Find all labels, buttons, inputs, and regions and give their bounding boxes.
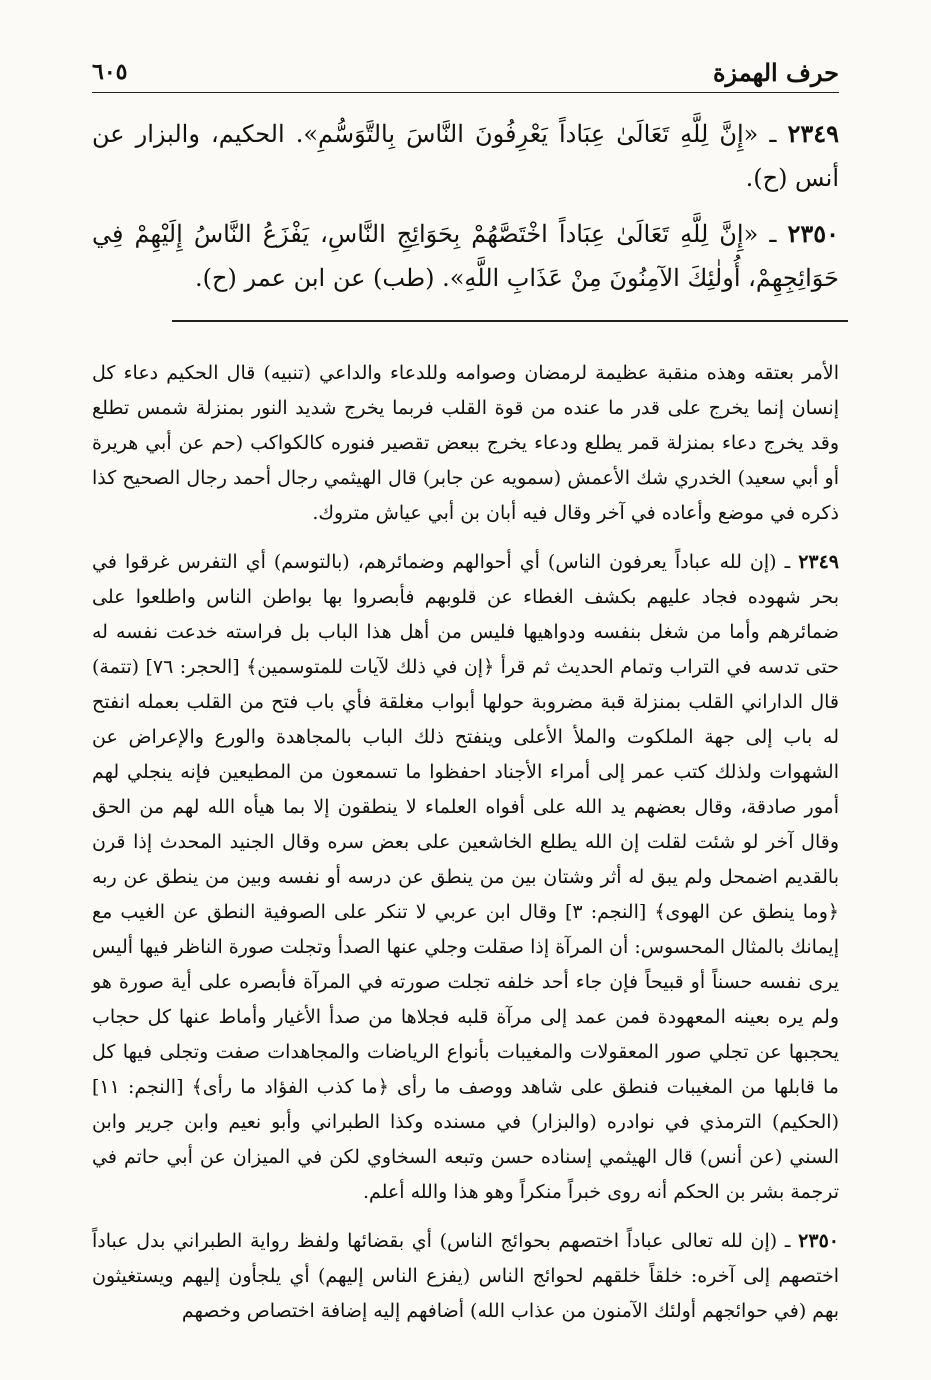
commentary-continuation: الأمر بعتقه وهذه منقبة عظيمة لرمضان وصوامه وللدعاء والداعي (تنبيه) قال الحكيم دعاء كل إنسان إنما يخرج على قدر ما عنده من قوة القلب فربما يخرج شديد النور بمنزلة شمس تطلع وقد يخرج دعاء بمنزلة قمر يطلع ودعاء يخرج ببعض تقصير فنوره كالكواكب (حم عن أبي هريرة أو أبي سعيد) الخدري شك الأعمش (سمويه عن جابر) قال الهيثمي رجال أحمد رجال الصحيح كذا ذكره في موضع وأعاده في آخر وقال فيه أبان بن أبي عياش متروك.: [92, 362, 839, 524]
commentary-body: (إن لله تعالى عباداً اختصهم بحوائج الناس) أي بقضائها ولفظ رواية الطبراني بدل عباداً اختصهم إلى آخره: خلقاً خلقهم لحوائج الناس (يفزع الناس إليهم) أي يلجأون إليهم ويستغيثون بهم (في حوائجهم أولئك الآمنون من عذاب الله) أضافهم إليه إضافة اختصاص وخصهم: [92, 1230, 839, 1322]
page-number: ٦٠٥: [92, 59, 128, 85]
hadith-entry: ٢٣٥٠ ـ «إِنَّ لِلَّهِ تَعَالَىٰ عِبَاداً اخْتَصَّهُمْ بِحَوَائِجِ النَّاسِ، يَفْزَعُ النَّاسُ إِلَيْهِمْ فِي حَوَائِجِهِمْ، أُولٰئِكَ الآمِنُونَ مِنْ عَذَابِ اللَّهِ». (طب) عن ابن عمر (ح).: [92, 219, 839, 292]
section-divider: [172, 320, 848, 322]
commentary-entry: ٢٣٤٩ ـ (إن لله عباداً يعرفون الناس) أي أحوالهم وضمائرهم، (بالتوسم) أي التفرس غرقوا في بحر شهوده فجاد عليهم بكشف الغطاء عن قلوبهم فأبصروا بها بواطن الناس واطلعوا على ضمائرهم وأما من شغل بنفسه ودواهيها فليس من أهل هذا الباب بل فراسته خدعت نفسه له حتى تدسه في التراب وتمام الحديث ثم قرأ ﴿إن في ذلك لآيات للمتوسمين﴾ [الحجر: ٧٦] (تتمة) قال الداراني القلب بمنزلة قبة مضروبة حولها أبواب مغلقة فأي باب فتح من القلب بعمله انفتح له باب إلى جهة الملكوت والملأ الأعلى وينفتح ذلك الباب بالمجاهدة والورع والإعراض عن الشهوات ولذلك كتب عمر إلى أمراء الأجناد احفظوا ما تسمعون من المطيعين فإنه ينجلي لهم أمور صادقة، وقال بعضهم يد الله على أفواه العلماء لا ينطقون إلا بما هيأه الله لهم من الحق وقال آخر لو شئت لقلت إن الله يطلع الخاشعين على بعض سره وقال الجنيد المحدث إذا قرن بالقديم اضمحل ولم يبق له أثر وشتان بين من ينطق عن درسه أو نفسه وبين من ينطق عن ربه ﴿وما ينطق عن الهوى﴾ [النجم: ٣] وقال ابن عربي لا تنكر على الصوفية النطق عن الغيب مع إيمانك بالمثال المحسوس: أن المرآة إذا صقلت وجلي عنها الصدأ وتجلت صورة الناظر فيها أليس يرى نفسه حسناً أو قبيحاً فإن جاء أحد خلفه تجلت صورته في المرآة فأبصره على أية صورة هو ولم يره بعينه المعهودة فمن عمد إلى مرآة قلبه فجلاها من صدأ الأغيار وأماط عنها كل حجاب يحجبها عن تجلي صور المعقولات والمغيبات بأنواع الرياضات والمجاهدات صفت وتجلى فيها كل ما قابلها من المغيبات فنطق على شاهد ووصف ما رأى ﴿ما كذب الفؤاد ما رأى﴾ [النجم: ١١] (الحكيم) الترمذي في نوادره (والبزار) في مسنده وكذا الطبراني وأبو نعيم وابن جرير وابن السني (عن أنس) قال الهيثمي إسناده حسن وتبعه السخاوي لكن في الميزان عن أبي حاتم في ترجمة بشر بن الحكم أنه روى خبراً منكراً وهو هذا والله أعلم.: [92, 551, 840, 1203]
chapter-title: حرف الهمزة: [712, 57, 839, 87]
hadith-number: ٢٣٤٩: [787, 119, 839, 148]
commentary-number: ٢٣٥٠: [798, 1230, 839, 1252]
hadith-body: «إِنَّ لِلَّهِ تَعَالَىٰ عِبَاداً يَعْرِفُونَ النَّاسَ بِالتَّوَسُّمِ». الحكيم، والبزار عن أنس (ح).: [92, 120, 839, 192]
commentary-number: ٢٣٤٩: [798, 551, 840, 573]
page-header: [92, 52, 839, 93]
commentary-entry: ٢٣٥٠ ـ (إن لله تعالى عباداً اختصهم بحوائج الناس) أي بقضائها ولفظ رواية الطبراني بدل عباداً اختصهم إلى آخره: خلقاً خلقهم لحوائج الناس (يفزع الناس إليهم) أي يلجأون إليهم ويستغيثون بهم (في حوائجهم أولئك الآمنون من عذاب الله) أضافهم إليه إضافة اختصاص وخصهم: [92, 1230, 839, 1322]
commentary-section: [92, 356, 839, 1343]
hadith-entry: ٢٣٤٩ ـ «إِنَّ لِلَّهِ تَعَالَىٰ عِبَاداً يَعْرِفُونَ النَّاسَ بِالتَّوَسُّمِ». الحكيم، والبزار عن أنس (ح).: [92, 119, 839, 192]
hadith-body: «إِنَّ لِلَّهِ تَعَالَىٰ عِبَاداً اخْتَصَّهُمْ بِحَوَائِجِ النَّاسِ، يَفْزَعُ النَّاسُ إِلَيْهِمْ فِي حَوَائِجِهِمْ، أُولٰئِكَ الآمِنُونَ مِنْ عَذَابِ اللَّهِ». (طب) عن ابن عمر (ح).: [92, 220, 839, 292]
hadith-number: ٢٣٥٠: [787, 219, 839, 248]
hadith-text-section: [92, 112, 839, 312]
commentary-body: (إن لله عباداً يعرفون الناس) أي أحوالهم وضمائرهم، (بالتوسم) أي التفرس غرقوا في بحر شهوده فجاد عليهم بكشف الغطاء عن قلوبهم فأبصروا بها بواطن الناس واطلعوا على ضمائرهم وأما من شغل بنفسه ودواهيها فليس من أهل هذا الباب بل فراسته خدعت نفسه له حتى تدسه في التراب وتمام الحديث ثم قرأ ﴿إن في ذلك لآيات للمتوسمين﴾ [الحجر: ٧٦] (تتمة) قال الداراني القلب بمنزلة قبة مضروبة حولها أبواب مغلقة فأي باب فتح من القلب بعمله انفتح له باب إلى جهة الملكوت والملأ الأعلى وينفتح ذلك الباب بالمجاهدة والورع والإعراض عن الشهوات ولذلك كتب عمر إلى أمراء الأجناد احفظوا ما تسمعون من المطيعين فإنه ينجلي لهم أمور صادقة، وقال بعضهم يد الله على أفواه العلماء لا ينطقون إلا بما هيأه الله لهم من الحق وقال آخر لو شئت لقلت إن الله يطلع الخاشعين على بعض سره وقال الجنيد المحدث إذا قرن بالقديم اضمحل ولم يبق له أثر وشتان بين من ينطق عن درسه أو نفسه وبين من ينطق عن ربه ﴿وما ينطق عن الهوى﴾ [النجم: ٣] وقال ابن عربي لا تنكر على الصوفية النطق عن الغيب مع إيمانك بالمثال المحسوس: أن المرآة إذا صقلت وجلي عنها الصدأ وتجلت صورة الناظر فيها أليس يرى نفسه حسناً أو قبيحاً فإن جاء أحد خلفه تجلت صورته في المرآة فأبصره على أية صورة هو ولم يره بعينه المعهودة فمن عمد إلى مرآة قلبه فجلاها من صدأ الأغيار وأماط عنها كل حجاب يحجبها عن تجلي صور المعقولات والمغيبات بأنواع الرياضات والمجاهدات صفت وتجلى فيها كل ما قابلها من المغيبات فنطق على شاهد ووصف ما رأى ﴿ما كذب الفؤاد ما رأى﴾ [النجم: ١١] (الحكيم) الترمذي في نوادره (والبزار) في مسنده وكذا الطبراني وأبو نعيم وابن جرير وابن السني (عن أنس) قال الهيثمي إسناده حسن وتبعه السخاوي لكن في الميزان عن أبي حاتم في ترجمة بشر بن الحكم أنه روى خبراً منكراً وهو هذا والله أعلم.: [92, 551, 840, 1203]
